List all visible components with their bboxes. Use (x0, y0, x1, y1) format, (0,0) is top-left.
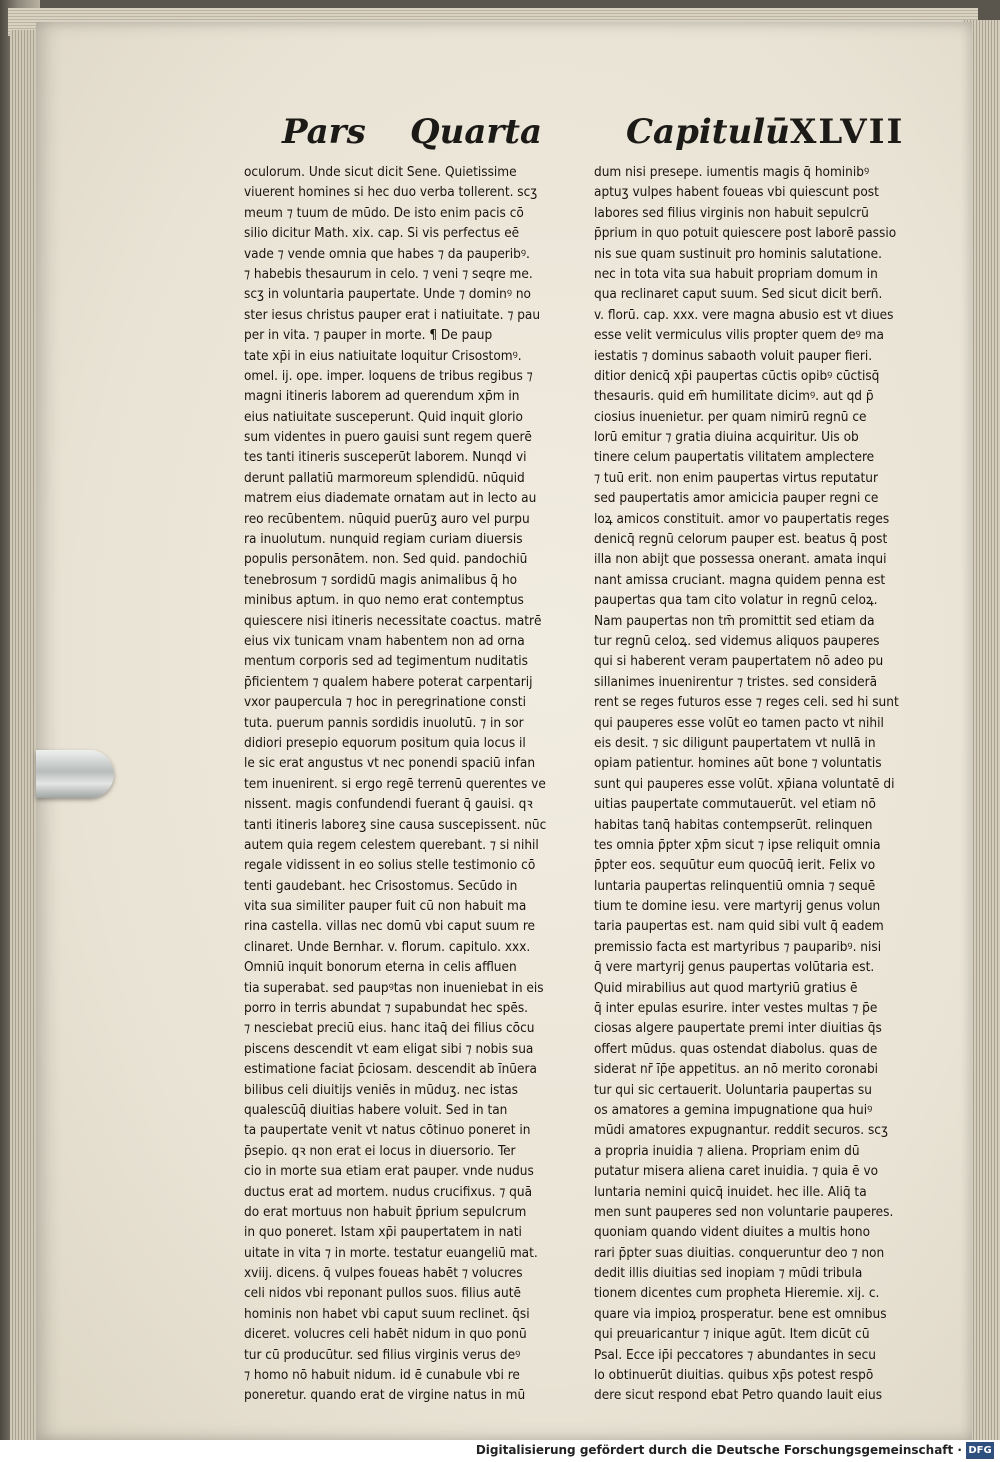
text-line: reo recūbentem. nūquid puerūʒ auro vel purpu (244, 510, 530, 527)
text-line: a propria inuidia ⁊ aliena. Propriam enim dū (594, 1142, 860, 1159)
text-line: dum nisi presepe. iumentis magis q̄ hominibꝰ (594, 164, 870, 180)
text-line: men sunt pauperes sed non voluntarie pauperes. (594, 1203, 894, 1220)
text-line: estimatione faciat p̄ciosam. descendit ab īnūera (244, 1061, 537, 1078)
text-line: ra inuolutum. nunquid regiam curiam diuersis (244, 531, 523, 548)
footer-bar (0, 1440, 1000, 1462)
text-line: poneretur. quando erat de virgine natus in mū (244, 1387, 526, 1404)
text-line: sillanimes inuenirentur ⁊ tristes. sed considerā (594, 673, 878, 690)
text-line: nis sue quam sustinuit pro hominis salutatione. (594, 245, 882, 262)
text-line: taria paupertas est. nam quid sibi vult q̄ eadem (594, 918, 884, 935)
text-line: p̄ficientem ⁊ qualem habere poterat carpentarij (244, 673, 533, 690)
text-line: tate xp̄i in eius natiuitate loquitur Crisostomꝰ. (244, 347, 522, 364)
text-line: tur cū producūtur. sed filius virginis verus deꝰ (244, 1346, 521, 1363)
text-line: vade ⁊ vende omnia que habes ⁊ da pauperibꝰ. (244, 245, 530, 262)
text-line: tur qui sic certauerit. Uoluntaria paupertas su (594, 1081, 872, 1098)
text-line: qui si haberent veram paupertatem nō adeo pu (594, 653, 884, 670)
text-line: qui preuaricantur ⁊ inique agūt. Item dicūt cū (594, 1326, 870, 1343)
text-line: tinere celum paupertatis vilitatem amplectere (594, 449, 875, 466)
text-line: premissio facta est martyribus ⁊ pauparibꝰ. nisi (594, 938, 882, 955)
text-line: thesauris. quid em̄ humilitate dicimꝰ. aut qd p̄ (594, 388, 874, 405)
text-line: esse velit vermiculus vilis propter quem deꝰ ma (594, 327, 884, 344)
text-line: ductus erat ad mortem. nudus crucifixus. ⁊ quā (244, 1183, 533, 1200)
text-line: tes tanti itineris susceperūt laborem. Nunqd vi (244, 449, 527, 466)
text-line: denicq̄ regnū celorum pauper est. beatus q̄ post (594, 531, 888, 548)
text-line: tur regnū celoꝝ. sed videmus aliquos pauperes (594, 632, 880, 649)
text-line: ⁊ homo nō habuit nidum. id ē cunabule vbi re (244, 1367, 520, 1384)
text-line: viuerent homines si hec duo verba tollerent. scʒ (244, 184, 538, 201)
text-column-right (594, 162, 922, 1406)
page-header (0, 112, 1000, 162)
text-line: tenti gaudebant. hec Crisostomus. Secūdo in (244, 877, 518, 894)
text-line: siderat nr̄ īp̄e appetitus. an nō merito coronabi (594, 1061, 879, 1078)
text-line: oculorum. Unde sicut dicit Sene. Quietissime (244, 164, 517, 180)
text-line: quiescere nisi itineris necessitate coactus. matrē (244, 612, 542, 629)
text-line: per in vita. ⁊ pauper in morte. ¶ De paup (244, 327, 493, 344)
text-line: p̄sepio. qꝛ non erat ei locus in diuersorio. Ter (244, 1142, 516, 1159)
text-line: nissent. magis confundendi fuerant q̄ gauisi. qꝛ (244, 796, 533, 813)
text-line: aptuʒ vulpes habent foueas vbi quiescunt post (594, 184, 879, 201)
text-line: labores sed filius virginis non habuit sepulcrū (594, 204, 869, 221)
footer-credit: Digitalisierung gefördert durch die Deutsche Forschungsgemeinschaft · (475, 1443, 962, 1457)
text-line: sed paupertatis amor amicicia pauper regni ce (594, 490, 879, 507)
text-line: lo obtinuerūt diuitias. quibus xp̄s potest respō (594, 1367, 874, 1384)
text-line: luntaria paupertas relinquentiū omnia ⁊ sequē (594, 877, 876, 894)
text-line: vita sua similiter pauper fuit cū non habuit ma (244, 898, 527, 915)
text-line: Psal. Ecce ip̄i peccatores ⁊ abundantes in secu (594, 1346, 876, 1363)
text-line: ditior denicq̄ xp̄i paupertas cūctis opibꝰ cūctisq̄ (594, 367, 880, 384)
text-line: nant amissa cruciant. magna quidem penna est (594, 571, 886, 588)
text-line: p̄pter eos. sequūtur eum quocūq̄ ierit. Felix vo (594, 857, 876, 874)
text-line: mūdi amatores expugnantur. reddit securos. scʒ (594, 1122, 888, 1139)
text-line: os amatores a gemina impugnatione qua huiꝰ (594, 1101, 873, 1118)
text-line: qui pauperes esse volūt eo tamen pacto vt nihil (594, 714, 884, 731)
text-line: cio in morte sua etiam erat pauper. vnde nudus (244, 1163, 534, 1180)
text-line: Quid mirabilius aut quod martyriū gratius ē (594, 979, 858, 996)
header-chapter-number: XLVII (790, 112, 905, 152)
text-line: xviij. dicens. q̄ vulpes foueas habēt ⁊ volucres (244, 1265, 523, 1282)
text-line: tes omnia p̄pter xp̄m sicut ⁊ ipse reliquit omnia (594, 836, 881, 853)
text-line: ciosius inuenietur. per quam nimirū regnū ce (594, 408, 867, 425)
text-line: p̄prium in quo potuit quiescere post laborē passio (594, 225, 897, 242)
text-line: meum ⁊ tuum de mūdo. De isto enim pacis cō (244, 204, 524, 221)
text-line: ciosas algere paupertate premi inter diuitias q̄s (594, 1020, 882, 1037)
text-line: celi nidos vbi reponant pullos suos. filius autē (244, 1285, 521, 1302)
text-line: illa non abijt que possessa onerant. amata inqui (594, 551, 887, 568)
text-line: do erat mortuus non habuit p̄prium sepulcrum (244, 1203, 527, 1220)
text-line: paupertas qua tam cito volatur in regnū celoꝝ. (594, 592, 878, 609)
text-line: v. florū. cap. xxx. vere magna abusio est vt diues (594, 306, 894, 323)
text-line: regale vidissent in eo solius stelle testimonio cō (244, 857, 536, 874)
text-column-left (244, 162, 572, 1406)
text-line: ⁊ tuū erit. non enim paupertas virtus reputatur (594, 469, 878, 486)
text-line: uitate in vita ⁊ in morte. testatur euangeliū mat. (244, 1244, 538, 1261)
text-line: loꝝ amicos constituit. amor vo paupertatis reges (594, 510, 890, 527)
text-line: rari p̄pter suas diuitias. conqueruntur deo ⁊ non (594, 1244, 885, 1261)
text-line: scʒ in voluntaria paupertate. Unde ⁊ dominꝰ no (244, 286, 531, 303)
page-clip (36, 750, 114, 798)
header-pars: Pars (282, 112, 366, 152)
text-line: tenebrosum ⁊ sordidū magis animalibus q̄ ho (244, 571, 518, 588)
text-line: habitas tanq̄ habitas contempserūt. relinquen (594, 816, 873, 833)
text-line: q̄ vere martyrij genus paupertas volūtaria est. (594, 959, 875, 976)
text-line: tia superabat. sed paupꝰtas non inueniebat in eis (244, 979, 544, 996)
text-line: derunt pallatiū marmoreum splendidū. nūquid (244, 469, 525, 486)
text-line: vxor paupercula ⁊ hoc in peregrinatione consti (244, 694, 526, 711)
text-line: tium te domine iesu. vere martyrij genus volun (594, 898, 881, 915)
header-capitulum: Capitulū (626, 112, 790, 152)
text-line: luntaria nemini quicq̄ inuidet. hec ille. Aliq̄ ta (594, 1183, 867, 1200)
text-line: le sic erat angustus vt nec ponendi spaciū infan (244, 755, 536, 772)
text-line: ta paupertate venit vt natus cōtinuo poneret in (244, 1122, 531, 1139)
text-line: autem quia regem celestem querebant. ⁊ si nihil (244, 836, 539, 853)
text-line: sunt qui pauperes esse volūt. xp̄iana voluntatē di (594, 775, 895, 792)
text-line: qualescūq̄ diuitias habere voluit. Sed in tan (244, 1101, 508, 1118)
text-line: tuta. puerum pannis sordidis inuolutū. ⁊ in sor (244, 714, 524, 731)
text-line: piscens descendit vt eam eligat sibi ⁊ nobis sua (244, 1040, 534, 1057)
text-line: populis personātem. non. Sed quid. pandochiū (244, 551, 528, 568)
text-line: q̄ inter epulas esurire. inter vestes multas ⁊ p̄e (594, 1000, 878, 1017)
text-line: omel. ij. ope. imper. loquens de tribus regibus ⁊ (244, 367, 533, 384)
text-line: magni itineris laborem ad querendum xp̄m in (244, 388, 520, 405)
text-line: ⁊ habebis thesaurum in celo. ⁊ veni ⁊ seqre me. (244, 265, 533, 282)
text-line: minibus aptum. in quo nemo erat contemptus (244, 592, 524, 609)
text-line: Omniū inquit bonorum eterna in celis affluen (244, 959, 517, 976)
text-line: hominis non habet vbi caput suum reclinet. q̄si (244, 1305, 530, 1322)
text-line: dedit illis diuitias sed inopiam ⁊ mūdi tribula (594, 1265, 863, 1282)
text-line: uitias paupertate commutauerūt. vel etiam nō (594, 796, 876, 813)
text-line: mentum corporis sed ad tegimentum nuditatis (244, 653, 528, 670)
text-line: sum videntes in puero gauisi sunt regem querē (244, 429, 532, 446)
text-line: in quo poneret. Istam xp̄i paupertatem in nati (244, 1224, 522, 1241)
text-line: quare via impioꝝ prosperatur. bene est omnibus (594, 1305, 887, 1322)
text-line: tanti itineris laboreʒ sine causa suscepissent. nūc (244, 816, 547, 833)
text-line: quoniam quando vident diuites a multis hono (594, 1224, 871, 1241)
dfg-logo-icon: DFG (966, 1442, 994, 1459)
text-line: opiam patientur. homines aūt bone ⁊ voluntatis (594, 755, 882, 772)
header-quarta: Quarta (410, 112, 543, 152)
text-line: rent se reges futuros esse ⁊ reges celi. sed hi sunt (594, 694, 899, 711)
text-line: dere sicut respond ebat Petro quando lauit eius (594, 1387, 883, 1404)
text-line: offert mūdus. quas ostendat diabolus. quas de (594, 1040, 878, 1057)
text-line: tionem dicentes cum propheta Hieremie. xij. c. (594, 1285, 880, 1302)
text-line: porro in terris abundat ⁊ supabundat hec spēs. (244, 1000, 529, 1017)
text-line: Nam paupertas non tm̄ promittit sed etiam da (594, 612, 875, 629)
text-line: eis desit. ⁊ sic diligunt paupertatem vt nullā in (594, 734, 876, 751)
text-line: eius vix tunicam vnam habentem non ad orna (244, 632, 525, 649)
text-line: bilibus celi diuitijs veniēs in mūduʒ. nec istas (244, 1081, 518, 1098)
text-line: ster iesus christus pauper erat i natiuitate. ⁊ pau (244, 306, 541, 323)
text-line: silio dicitur Math. xix. cap. Si vis perfectus eē (244, 225, 520, 242)
text-line: diceret. volucres celi habēt nidum in quo ponū (244, 1326, 527, 1343)
text-line: clinaret. Unde Bernhar. v. florum. capitulo. xxx. (244, 938, 531, 955)
text-line: rina castella. villas nec domū vbi caput suum re (244, 918, 535, 935)
text-line: didiori presepio equorum positum quia locus il (244, 734, 526, 751)
text-line: eius natiuitate susceperunt. Quid inquit glorio (244, 408, 523, 425)
text-line: tem inuenirent. si ergo regē terrenū querentes ve (244, 775, 546, 792)
text-line: nec in tota vita sua habuit propriam domum in (594, 265, 878, 282)
text-line: ⁊ nesciebat preciū eius. hanc itaq̄ dei filius cōcu (244, 1020, 535, 1037)
text-line: matrem eius diademate ornatam aut in lecto au (244, 490, 537, 507)
text-line: putatur misera aliena caret inuidia. ⁊ quia ē vo (594, 1163, 879, 1180)
text-line: qua reclinaret caput suum. Sed sicut dicit berñ. (594, 286, 883, 303)
text-line: iestatis ⁊ dominus sabaoth voluit pauper fieri. (594, 347, 873, 364)
text-line: lorū emitur ⁊ gratia diuina acquiritur. Uis ob (594, 429, 859, 446)
